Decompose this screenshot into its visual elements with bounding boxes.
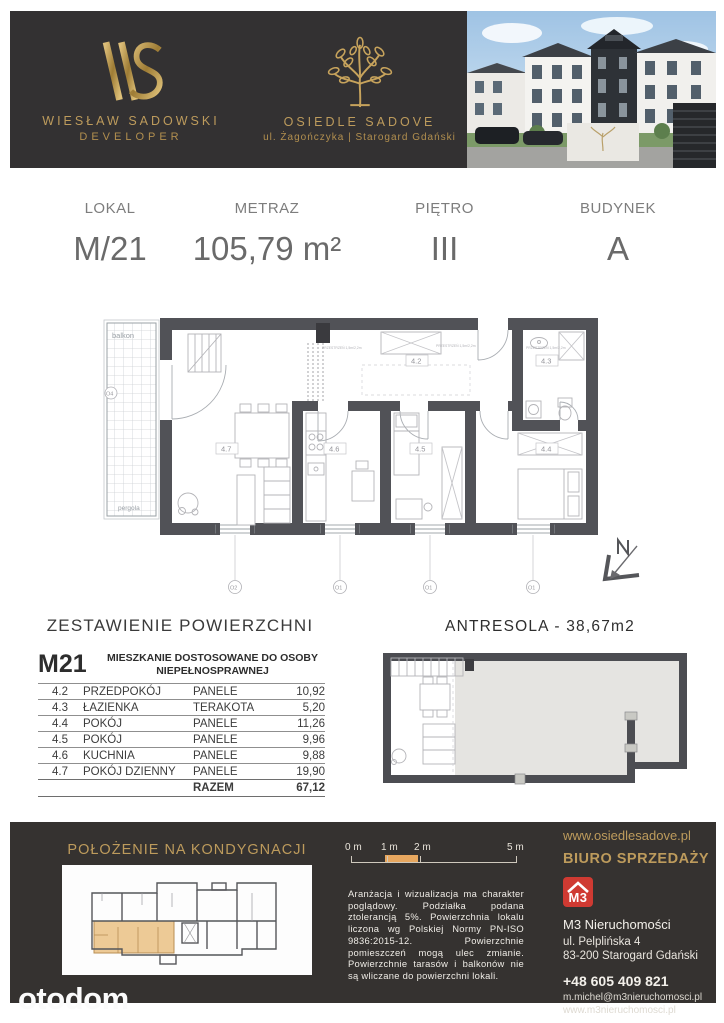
antresola-open-area — [455, 661, 679, 775]
contact-block — [563, 828, 718, 1017]
window-mark: O2 — [230, 585, 238, 592]
scale-bar — [343, 842, 529, 874]
info-budynek-label: BUDYNEK — [579, 200, 657, 217]
developer-role: DEVELOPER — [79, 131, 183, 143]
total-value: 67,12 — [296, 782, 325, 794]
scale-tick — [351, 856, 352, 863]
table-row — [38, 731, 325, 747]
developer-brand — [10, 11, 252, 168]
developer-name: WIESŁAW SADOWSKI — [42, 114, 220, 128]
row-room: POKÓJ — [83, 717, 122, 730]
row-area: 9,96 — [302, 733, 325, 746]
row-room: PRZEDPOKÓJ — [83, 685, 161, 698]
row-floor: PANELE — [193, 717, 238, 730]
row-number: 4.5 — [52, 733, 68, 746]
table-total-row — [38, 779, 325, 797]
m3-logo-text: M3 — [568, 890, 588, 905]
table-row — [38, 683, 325, 699]
room-label-44: 4.4 — [541, 444, 552, 454]
table-row — [38, 699, 325, 715]
area-table-header — [38, 650, 325, 683]
room-label-46: 4.6 — [329, 444, 340, 454]
header-banner — [10, 11, 716, 168]
info-pietro-value: III — [430, 230, 459, 267]
sales-office-title: BIURO SPRZEDAŻY — [563, 851, 710, 867]
room-label-45: 4.5 — [415, 444, 426, 454]
estate-website-link[interactable]: www.osiedlesadove.pl — [563, 828, 691, 843]
balcony — [104, 320, 159, 519]
scale-label-1: 1 m — [381, 842, 398, 853]
scale-label-0: 0 m — [345, 842, 362, 853]
scale-label-5: 5 m — [507, 842, 524, 853]
scale-tick — [387, 856, 388, 863]
agency-email[interactable]: m.michel@m3nieruchomosci.pl — [563, 992, 703, 1003]
info-lokal — [40, 200, 180, 268]
row-area: 19,90 — [296, 765, 325, 778]
row-floor: PANELE — [193, 685, 238, 698]
floor-plan-svg — [60, 285, 680, 610]
room-label-42: 4.2 — [411, 356, 422, 366]
info-metraz-value: 105,79 m² — [192, 230, 342, 267]
info-lokal-value: M/21 — [73, 230, 147, 267]
storey-plan-svg — [62, 865, 312, 975]
agency-website[interactable]: www.m3nieruchomosci.pl — [563, 1004, 676, 1016]
table-row — [38, 763, 325, 779]
room-label-47: 4.7 — [221, 444, 232, 454]
agency-street: ul. Pelplińska 4 — [563, 936, 641, 948]
row-number: 4.3 — [52, 701, 68, 714]
agency-name: M3 Nieruchomości — [563, 917, 671, 932]
room-label-43: 4.3 — [541, 356, 552, 366]
info-metraz-label: METRAZ — [234, 200, 300, 217]
space-note: PRZESTRZEŃ 1,5m/2,2m — [436, 344, 476, 348]
kitchen-furniture — [306, 413, 374, 521]
table-row — [38, 747, 325, 763]
antresola-plan-svg — [375, 650, 695, 790]
table-row — [38, 715, 325, 731]
area-table-title: ZESTAWIENIE POWIERZCHNI — [46, 616, 314, 635]
ws-monogram-icon — [83, 36, 179, 108]
riser-shaft — [308, 323, 330, 401]
window-mark: O1 — [335, 585, 343, 592]
row-number: 4.2 — [52, 685, 68, 698]
balcony-label: balkon — [112, 331, 135, 340]
window-mark: O1 — [425, 585, 433, 592]
space-note: PRZESTRZEŃ 1,5m/2,2m — [322, 346, 362, 350]
info-pietro — [357, 200, 532, 268]
living-room-furniture — [178, 334, 290, 525]
antresola-chimney — [465, 659, 474, 671]
row-number: 4.4 — [52, 717, 68, 730]
pergola-label: pergola — [118, 505, 140, 512]
row-area: 11,26 — [297, 717, 325, 730]
scale-line — [351, 862, 517, 863]
storey-plan-box — [62, 865, 312, 975]
tree-logo-icon — [321, 37, 399, 109]
building-photo — [467, 11, 716, 168]
m3-logo — [563, 877, 593, 907]
row-room: KUCHNIA — [83, 749, 135, 762]
antresola-title: ANTRESOLA - 38,67m2 — [445, 618, 635, 635]
row-floor: PANELE — [193, 765, 238, 778]
row-number: 4.7 — [52, 765, 68, 778]
unit-id: M21 — [38, 650, 87, 678]
otodom-watermark: otodom — [18, 981, 129, 1016]
antresola-furniture — [391, 658, 463, 775]
highlighted-unit — [94, 921, 174, 953]
info-metraz — [177, 200, 357, 268]
estate-name: OSIEDLE SADOVE — [283, 114, 436, 129]
area-table — [38, 650, 325, 797]
row-area: 5,20 — [302, 701, 325, 714]
row-room: POKÓJ — [83, 733, 122, 746]
scale-label-2: 2 m — [414, 842, 431, 853]
footer — [10, 822, 716, 1016]
row-area: 10,92 — [296, 685, 325, 698]
info-budynek — [530, 200, 706, 268]
row-number: 4.6 — [52, 749, 68, 762]
scale-tick — [420, 856, 421, 863]
compass-icon — [605, 540, 642, 579]
window-mark: O1 — [528, 585, 536, 592]
row-floor: TERAKOTA — [193, 701, 255, 714]
info-lokal-label: LOKAL — [84, 200, 136, 217]
scale-tick — [516, 856, 517, 863]
window-mark-o4: O4 — [106, 391, 114, 398]
row-room: POKÓJ DZIENNY — [83, 765, 176, 778]
estate-address: ul. Żagończyka | Starogard Gdański — [263, 131, 456, 143]
disclaimer-text: Aranżacja i wizualizacja ma charakter poglądowy. Podziałka podana ztolerancją 5%. Powierzchnia lokalu liczona wg Polskiej Normy PN-ISO 9836:2015-12. Powierzchnie pomieszczeń mogą ulec zmianie. Powierzchnie tarasów i balkonów nie są wliczane do powierzchni lokali. — [348, 888, 524, 981]
space-note: PRZESTRZEŃ 1,5m/2,2m — [526, 346, 566, 350]
row-area: 9,88 — [302, 749, 325, 762]
info-pietro-label: PIĘTRO — [415, 200, 474, 217]
building-photo-art — [467, 11, 716, 168]
estate-brand — [252, 11, 467, 168]
location-title: POŁOŻENIE NA KONDYGNACJI — [67, 842, 307, 858]
info-budynek-value: A — [606, 230, 629, 267]
agency-phone[interactable]: +48 605 409 821 — [563, 973, 669, 989]
row-floor: PANELE — [193, 733, 238, 746]
row-room: ŁAZIENKA — [83, 701, 139, 714]
row-floor: PANELE — [193, 749, 238, 762]
agency-city: 83-200 Starogard Gdański — [563, 950, 698, 962]
total-label: RAZEM — [193, 782, 234, 794]
accessibility-note: MIESZKANIE DOSTOSOWANE DO OSOBY NIEPEŁNOSPRAWNEJ — [107, 652, 318, 677]
